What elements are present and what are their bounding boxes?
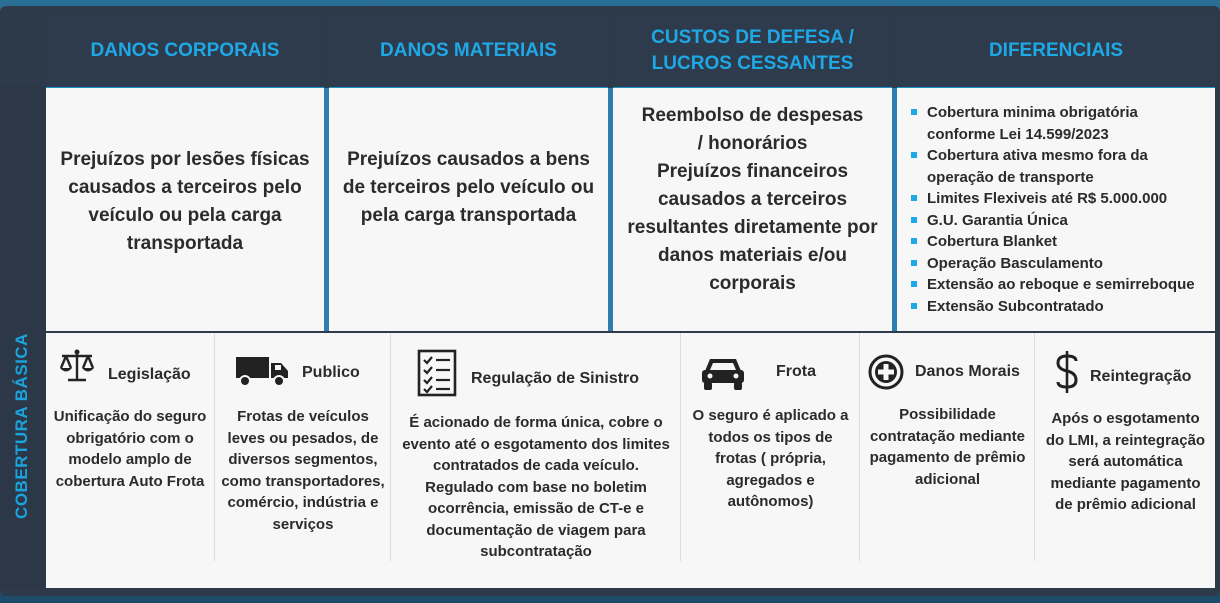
feature-text: Frotas de veículos leves ou pesados, de diversos segmentos, como transportadores, comércio, indústria e serviços — [221, 408, 385, 533]
dollar-icon — [1055, 349, 1079, 395]
header-title: DIFERENCIAIS — [988, 40, 1124, 61]
feature-text: Unificação do seguro obrigatório com o modelo amplo de cobertura Auto Frota — [53, 408, 207, 490]
feature-title: Regulação de Sinistro — [471, 370, 640, 387]
header-title-line1: CUSTOS DE DEFESA / — [651, 27, 854, 48]
feature-text: O seguro é aplicado a todos os tipos de frotas ( própria, agregados e autônomos) — [692, 407, 849, 510]
feature-danos-morais — [859, 333, 1035, 561]
feature-title: Reintegração — [1090, 368, 1192, 385]
cell-text: Prejuízos por lesões físicas causados a terceiros pelo veículo ou pela carga transportada — [60, 148, 310, 254]
feature-title: Legislação — [108, 366, 191, 383]
cell-text: Prejuízos causados a bens de terceiros pelo veículo ou pela carga transportada — [342, 148, 595, 226]
list-item: Extensão Subcontratado — [909, 296, 1205, 318]
header-danos-corporais — [46, 14, 324, 88]
list-item: Operação Basculamento — [909, 253, 1205, 275]
list-item: Cobertura ativa mesmo fora da operação de transporte — [909, 145, 1205, 188]
plus-circle-icon — [867, 353, 905, 391]
list-item: Cobertura Blanket — [909, 231, 1205, 253]
feature-reintegracao — [1034, 333, 1216, 561]
scale-icon — [58, 347, 96, 385]
header-custos-defesa — [613, 14, 892, 88]
feature-frota — [680, 333, 860, 561]
cell-text-line1: Reembolso de despesas / honorários — [641, 104, 864, 154]
truck-icon — [235, 355, 289, 387]
diferenciais-list — [909, 102, 1205, 317]
side-label: COBERTURA BÁSICA — [12, 333, 31, 519]
list-item: G.U. Garantia Única — [909, 210, 1205, 232]
cell-custos-defesa — [613, 88, 892, 331]
header-title: DANOS CORPORAIS — [90, 40, 280, 61]
feature-legislacao — [46, 333, 214, 561]
header-title-line2: LUCROS CESSANTES — [651, 53, 854, 74]
header-diferenciais — [897, 14, 1215, 88]
header-danos-materiais — [329, 14, 608, 88]
side-bar — [0, 86, 46, 590]
cell-danos-materiais — [329, 88, 608, 331]
checklist-icon — [417, 349, 457, 397]
list-item: Extensão ao reboque e semirreboque — [909, 274, 1205, 296]
cell-text-line2: Prejuízos financeiros causados a terceiros resultantes diretamente por danos materiais e/ou corporais — [627, 160, 878, 294]
feature-title: Danos Morais — [915, 363, 1020, 380]
feature-regulacao — [390, 333, 681, 561]
list-item: Cobertura minima obrigatória conforme Lei 14.599/2023 — [909, 102, 1205, 145]
cell-danos-corporais — [46, 88, 324, 331]
feature-title: Publico — [302, 364, 360, 381]
car-icon — [701, 355, 745, 391]
features-panel — [46, 333, 1215, 588]
feature-text: É acionado de forma única, cobre o evento até o esgotamento dos limites contratados de cada veículo. Regulado com base no boletim ocorrência, emissão de CT-e e documentação de viagem para subcontratação — [402, 414, 670, 560]
feature-text: Possibilidade contratação mediante pagamento de prêmio adicional — [869, 406, 1026, 488]
feature-publico — [214, 333, 391, 561]
feature-text: Após o esgotamento do LMI, a reintegração será automática mediante pagamento de prêmio adicional — [1045, 410, 1206, 513]
list-item: Limites Flexiveis até R$ 5.000.000 — [909, 188, 1205, 210]
diferenciais-panel — [897, 88, 1215, 331]
header-title: DANOS MATERIAIS — [380, 40, 557, 61]
feature-title: Frota — [776, 363, 816, 380]
